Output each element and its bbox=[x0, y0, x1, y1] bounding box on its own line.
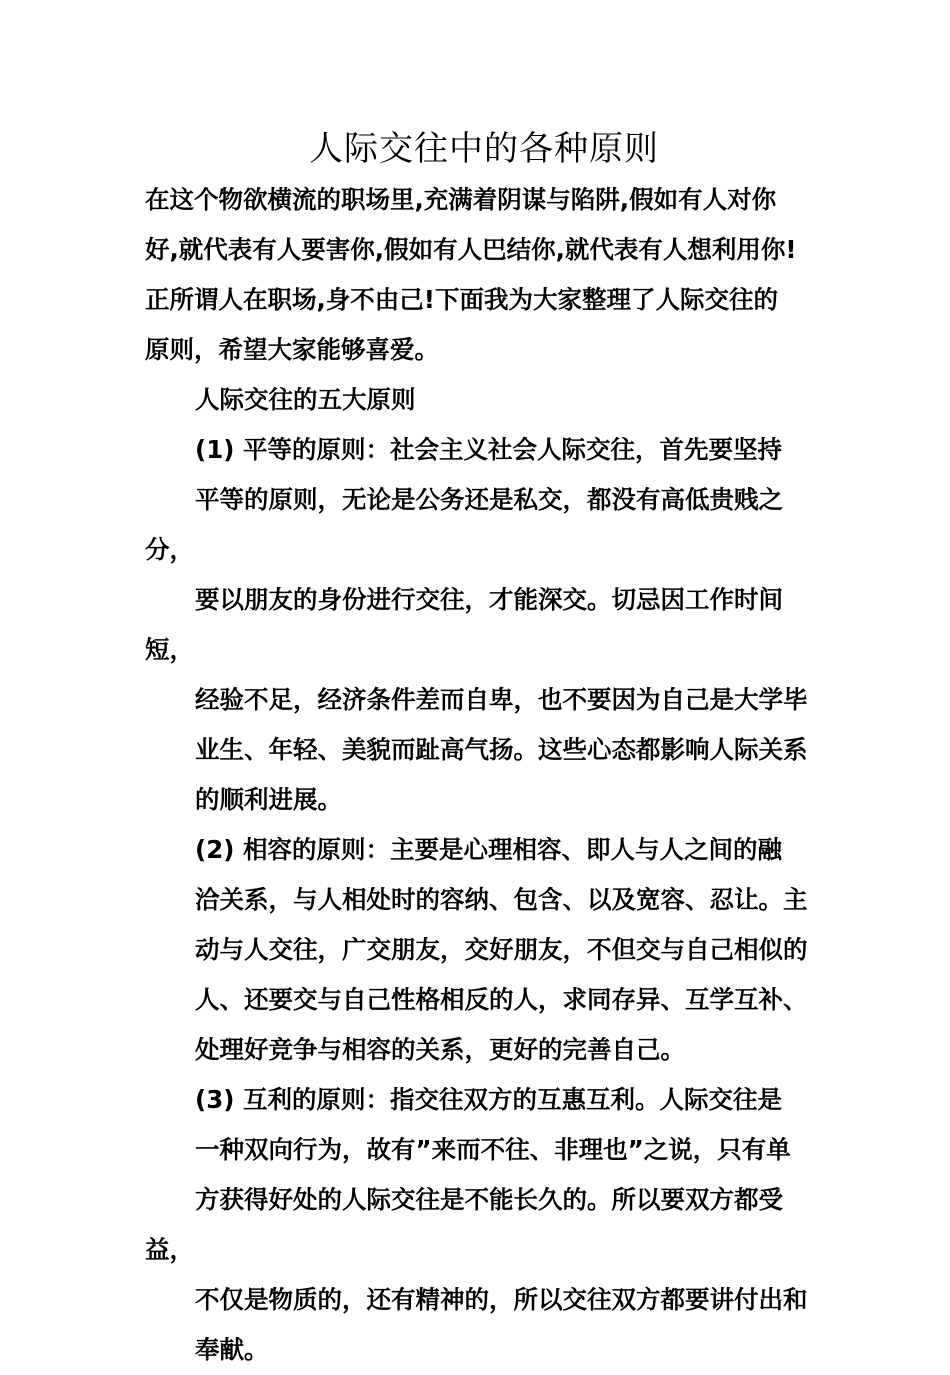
paragraph-line: 经验不足，经济条件差而自卑，也不要因为自己是大学毕 bbox=[195, 685, 808, 714]
paragraph-line: (3) 互利的原则：指交往双方的互惠互利。人际交往是 bbox=[195, 1085, 782, 1114]
paragraph-line: 洽关系，与人相处时的容纳、包含、以及宽容、忍让。主 bbox=[195, 885, 808, 914]
paragraph-line: 人、还要交与自己性格相反的人，求同存异、互学互补、 bbox=[195, 985, 808, 1014]
paragraph-principle-2 bbox=[145, 825, 817, 1075]
paragraph-line: 处理好竞争与相容的关系，更好的完善自己。 bbox=[195, 1035, 685, 1064]
paragraph-heading bbox=[145, 375, 817, 425]
paragraph-line: 一种双向行为，故有”来而不往、非理也”之说，只有单 bbox=[195, 1135, 791, 1164]
paragraph-line: 平等的原则，无论是公务还是私交，都没有高低贵贱之分， bbox=[145, 485, 783, 564]
paragraph-line: 好,就代表有人要害你,假如有人巴结你,就代表有人想利用你! bbox=[145, 235, 797, 264]
paragraph-principle-3 bbox=[145, 1075, 817, 1375]
paragraph-line: 的顺利进展。 bbox=[195, 785, 342, 814]
document-title: 人际交往中的各种原则 bbox=[309, 129, 659, 169]
paragraph-principle-1 bbox=[145, 425, 817, 825]
paragraph-line: 要以朋友的身份进行交往，才能深交。切忌因工作时间 短， bbox=[145, 585, 783, 664]
paragraph-line: 不仅是物质的，还有精神的，所以交往双方都要讲付出和 bbox=[195, 1285, 808, 1314]
document-body bbox=[145, 175, 817, 1375]
paragraph-line: 方获得好处的人际交往是不能长久的。所以要双方都受益， bbox=[145, 1185, 783, 1264]
paragraph-line: (2) 相容的原则：主要是心理相容、即人与人之间的融 bbox=[195, 835, 782, 864]
paragraph-line: 奉献。 bbox=[195, 1335, 269, 1364]
paragraph-line: 原则，希望大家能够喜爱。 bbox=[145, 335, 439, 364]
paragraph-line: (1) 平等的原则：社会主义社会人际交往，首先要坚持 bbox=[195, 435, 782, 464]
paragraph-line: 在这个物欲横流的职场里,充满着阴谋与陷阱,假如有人对你 bbox=[145, 185, 777, 214]
paragraph-line: 人际交往的五大原则 bbox=[195, 385, 416, 414]
paragraph-intro bbox=[145, 175, 817, 375]
paragraph-line: 正所谓人在职场,身不由己!下面我为大家整理了人际交往的 bbox=[145, 285, 778, 314]
paragraph-line: 动与人交往，广交朋友，交好朋友，不但交与自己相似的 bbox=[195, 935, 808, 964]
paragraph-line: 业生、年轻、美貌而趾高气扬。这些心态都影响人际关系 bbox=[195, 735, 808, 764]
